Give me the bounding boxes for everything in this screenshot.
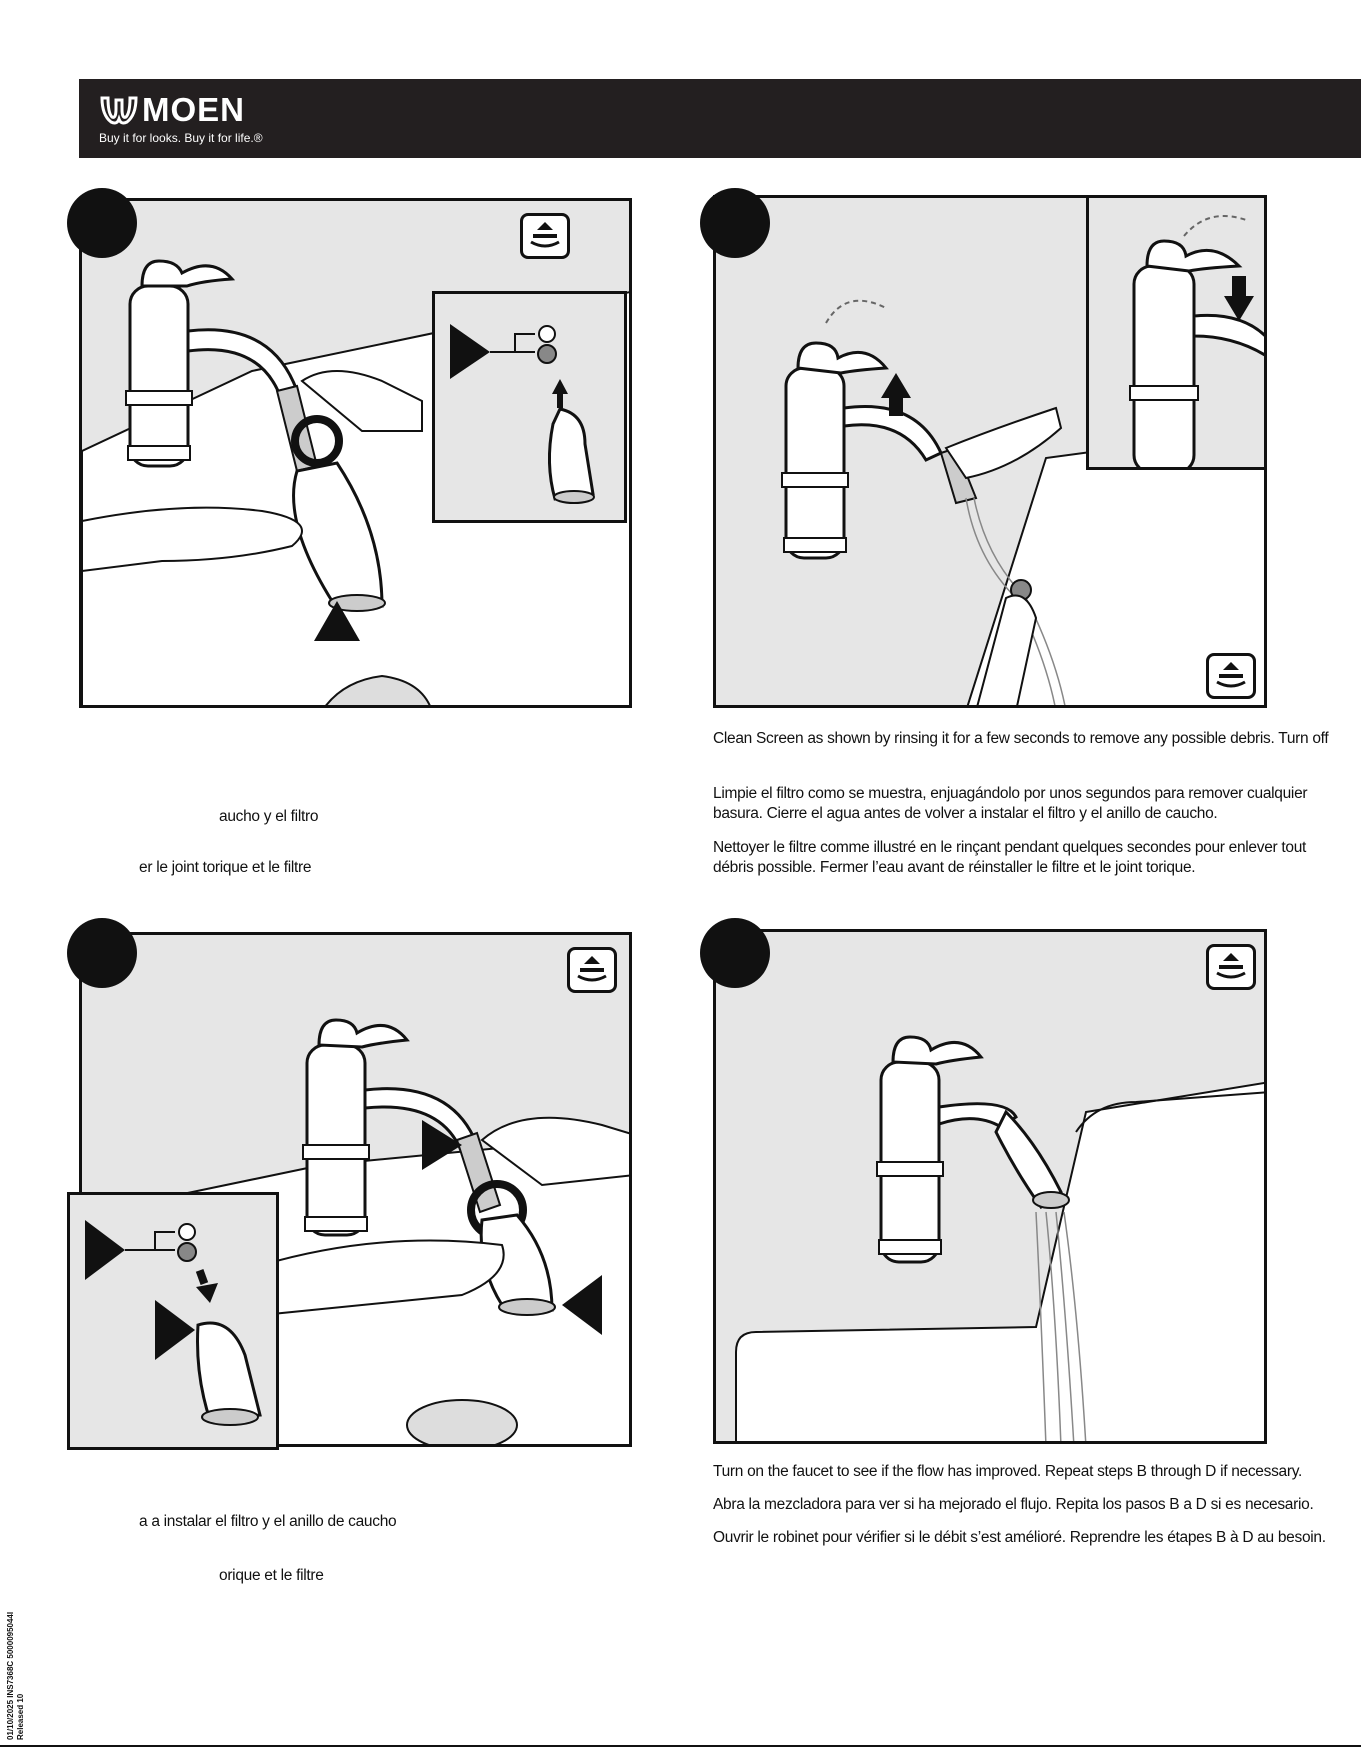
step-d-inset xyxy=(67,1192,279,1450)
step-b-text-es: aucho y el filtro xyxy=(219,808,319,825)
document-code-line-2: Released 10 xyxy=(16,1693,25,1740)
sink-valve-icon xyxy=(1206,653,1256,699)
sink-valve-icon xyxy=(520,213,570,259)
step-e-text-fr: Ouvrir le robinet pour vérifier si le débit s’est amélioré. Reprendre les étapes B à D au besoin. xyxy=(713,1529,1326,1546)
step-c-badge xyxy=(700,188,770,258)
brand-name: MOEN xyxy=(142,91,245,128)
step-b-inset xyxy=(432,291,627,523)
step-c-text-es-2: basura. Cierre el agua antes de volver a instalar el filtro y el anillo de caucho. xyxy=(713,805,1218,822)
pointer-triangle-icon xyxy=(85,1220,125,1280)
step-c-illustration xyxy=(713,195,1267,708)
step-c-inset xyxy=(1086,195,1267,470)
step-c-text-es-1: Limpie el filtro como se muestra, enjuagándolo por unos segundos para remover cualquier xyxy=(713,785,1308,802)
arrow-up-icon xyxy=(552,379,568,394)
step-e-illustration xyxy=(713,929,1267,1444)
footer-rule xyxy=(0,1745,1361,1747)
arrow-down-icon xyxy=(196,1283,218,1303)
moen-logo-icon xyxy=(99,95,139,127)
pointer-triangle-icon xyxy=(450,324,490,379)
step-e-badge xyxy=(700,918,770,988)
document-code-line-1: 01/10/2025 INS7368C 5000095044I xyxy=(6,1611,15,1740)
pointer-triangle-icon xyxy=(155,1300,195,1360)
sink-valve-icon xyxy=(567,947,617,993)
step-e-text-en: Turn on the faucet to see if the flow has improved. Repeat steps B through D if necessary. xyxy=(713,1463,1303,1480)
brand-tagline: Buy it for looks. Buy it for life.® xyxy=(99,131,263,145)
document-code xyxy=(6,1612,26,1740)
arrow-up-icon xyxy=(881,373,911,398)
step-b-illustration xyxy=(79,198,632,708)
step-d-text-es: a a instalar el filtro y el anillo de caucho xyxy=(139,1513,397,1530)
header-bar xyxy=(79,79,1361,158)
step-b-badge xyxy=(67,188,137,258)
step-d-badge xyxy=(67,918,137,988)
sink-valve-icon xyxy=(1206,944,1256,990)
step-c-text-fr-1: Nettoyer le filtre comme illustré en le rinçant pendant quelques secondes pour enlever tout xyxy=(713,839,1307,856)
step-c-text-en: Clean Screen as shown by rinsing it for a few seconds to remove any possible debris. Turn off xyxy=(713,730,1329,747)
step-d-text-fr: orique et le filtre xyxy=(219,1567,324,1584)
step-c-text-fr-2: débris possible. Fermer l’eau avant de réinstaller le filtre et le joint torique. xyxy=(713,859,1196,876)
step-e-text-es: Abra la mezcladora para ver si ha mejorado el flujo. Repita los pasos B a D si es necesario. xyxy=(713,1496,1314,1513)
step-b-text-fr: er le joint torique et le filtre xyxy=(139,859,312,876)
